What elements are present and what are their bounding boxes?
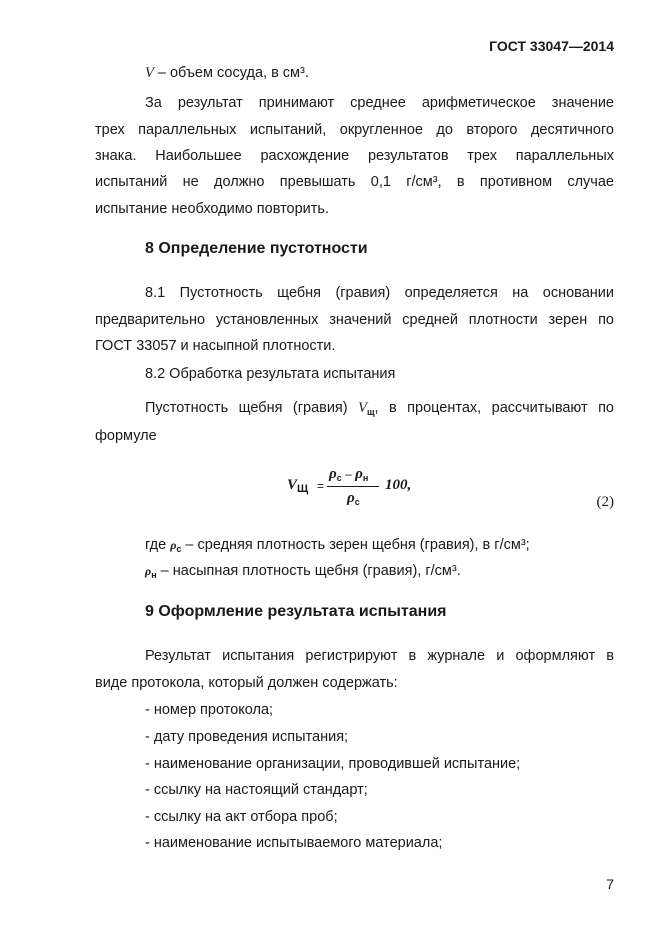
v-shch-symbol: $V_щ$ xyxy=(358,400,375,417)
fraction-bar xyxy=(327,486,379,487)
rho-n-symbol: $\rho_н$ xyxy=(145,564,157,580)
formula-factor: 100, xyxy=(385,477,412,493)
paragraph-line: виде протокола, который должен содержать: xyxy=(95,675,398,691)
voidness-text-b: , в процентах, рассчитывают по xyxy=(374,400,614,416)
paragraph-line: ГОСТ 33057 и насыпной плотности. xyxy=(95,338,336,354)
page-number: 7 xyxy=(606,876,614,892)
paragraph-line: предварительно установленных значений средней плотности зерен по xyxy=(95,312,614,328)
paragraph-line: трех параллельных испытаний, округленное до второго десятичного xyxy=(95,122,614,138)
list-item: - номер протокола; xyxy=(145,702,274,718)
paragraph-line: формуле xyxy=(95,428,157,444)
voidness-formula xyxy=(287,466,437,510)
v-definition-text: – объем сосуда, в см³. xyxy=(153,65,309,81)
paragraph-line: испытаний не должно превышать 0,1 г/см³, в противном случае xyxy=(95,174,614,190)
paragraph-line: испытание необходимо повторить. xyxy=(95,201,330,217)
volume-definition xyxy=(145,65,309,82)
voidness-text-a: Пустотность щебня (гравия) xyxy=(145,400,359,416)
v-symbol: V xyxy=(145,65,154,81)
list-item: - дату проведения испытания; xyxy=(145,729,349,745)
clause-8-2: 8.2 Обработка результата испытания xyxy=(145,366,396,382)
where-rho-n: $\rho_н$ – насыпная плотность щебня (гравия), г/см³. xyxy=(145,563,461,580)
where-rho-c: где $\rho_с$ – средняя плотность зерен щебня (гравия), в г/см³; xyxy=(145,537,530,554)
paragraph-line: За результат принимают среднее арифметическое значение xyxy=(145,95,614,111)
paragraph-line: знака. Наибольшее расхождение результатов трех параллельных xyxy=(95,148,614,164)
voidness-sentence xyxy=(145,400,614,417)
section-8-heading: 8 Определение пустотности xyxy=(145,240,368,257)
list-item: - наименование испытываемого материала; xyxy=(145,835,443,851)
paragraph-line: Результат испытания регистрируют в журнале и оформляют в xyxy=(145,648,614,664)
formula-lhs: $V_Щ$ xyxy=(287,477,309,495)
list-item: - ссылку на акт отбора проб; xyxy=(145,809,338,825)
rho-c-symbol: $\rho_с$ xyxy=(170,538,182,554)
list-item: - наименование организации, проводившей испытание; xyxy=(145,756,521,772)
formula-equals: = xyxy=(317,479,325,493)
standard-header: ГОСТ 33047—2014 xyxy=(489,38,614,54)
paragraph-line: 8.1 Пустотность щебня (гравия) определяется на основании xyxy=(145,285,614,301)
section-9-heading: 9 Оформление результата испытания xyxy=(145,603,447,620)
list-item: - ссылку на настоящий стандарт; xyxy=(145,782,368,798)
formula-numerator: $\rho_с - \rho_н$ xyxy=(329,466,369,483)
equation-number: (2) xyxy=(596,494,614,510)
formula-denominator: $\rho_с$ xyxy=(347,490,360,507)
